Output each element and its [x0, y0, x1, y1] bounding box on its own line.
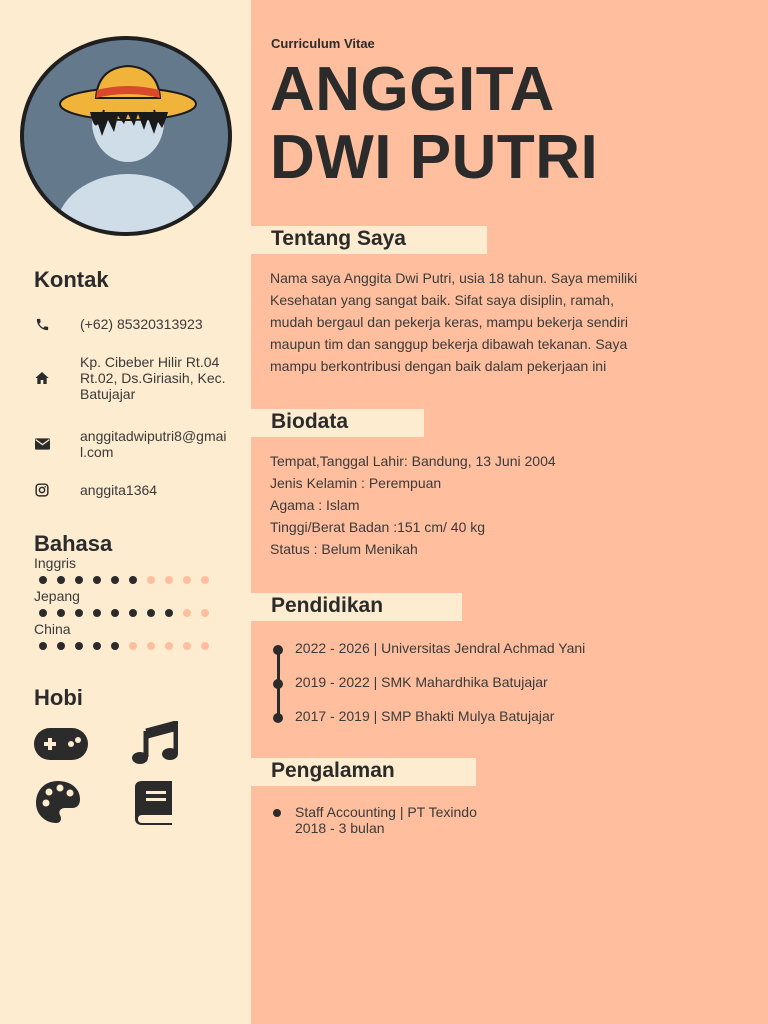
- about-text: [270, 267, 710, 377]
- experience-heading-band: [251, 758, 476, 786]
- level-dot-filled: [39, 576, 47, 584]
- level-dot-empty: [201, 609, 209, 617]
- contact-phone: [34, 316, 249, 332]
- biodata-religion: Agama : Islam: [270, 497, 360, 513]
- name-line-2: DWI PUTRI: [270, 123, 599, 192]
- level-dot-filled: [57, 642, 65, 650]
- book-icon: [126, 778, 182, 826]
- home-icon: [34, 370, 50, 386]
- name-line-1: ANGGITA: [270, 55, 555, 124]
- contact-address: [34, 354, 249, 402]
- about-heading-band: [251, 226, 487, 254]
- address-text: Kp. Cibeber Hilir Rt.04 Rt.02, Ds.Giriasih, Kec.Batujajar: [80, 354, 226, 402]
- language-title: Bahasa: [34, 531, 113, 556]
- level-dot-filled: [57, 609, 65, 617]
- level-dot-filled: [93, 576, 101, 584]
- language-name-china: China: [34, 621, 71, 637]
- phone-icon: [34, 316, 50, 332]
- level-dot-filled: [75, 642, 83, 650]
- instagram-icon: [34, 482, 50, 498]
- level-dot-filled: [147, 609, 155, 617]
- level-dot-filled: [111, 609, 119, 617]
- level-dot-empty: [129, 642, 137, 650]
- level-dot-empty: [183, 609, 191, 617]
- education-item: 2019 - 2022 | SMK Mahardhika Batujajar: [295, 674, 548, 690]
- timeline-bullet: [273, 713, 283, 723]
- education-title: Pendidikan: [271, 594, 384, 617]
- hobby-title: Hobi: [34, 685, 83, 710]
- contact-instagram: [34, 482, 249, 498]
- gamepad-icon: [33, 720, 89, 768]
- timeline-bullet: [273, 679, 283, 689]
- language-name-jepang: Jepang: [34, 588, 80, 604]
- level-dot-empty: [201, 576, 209, 584]
- level-dot-filled: [111, 576, 119, 584]
- education-item: 2017 - 2019 | SMP Bhakti Mulya Batujajar: [295, 708, 555, 724]
- experience-item: [295, 804, 477, 836]
- about-line: mudah bergaul dan pekerja keras, mampu bekerja sendiri: [270, 314, 628, 330]
- level-dot-filled: [75, 609, 83, 617]
- language-name-inggris: Inggris: [34, 555, 77, 571]
- education-item: 2022 - 2026 | Universitas Jendral Achmad Yani: [295, 640, 586, 656]
- level-dot-empty: [147, 576, 155, 584]
- level-dot-empty: [183, 642, 191, 650]
- level-dot-empty: [165, 642, 173, 650]
- about-line: mampu berkontribusi dengan baik dalam pekerjaan ini: [270, 358, 607, 374]
- level-dot-filled: [165, 609, 173, 617]
- level-dot-empty: [147, 642, 155, 650]
- biodata-status: Status : Belum Menikah: [270, 541, 418, 557]
- timeline-bullet: [273, 645, 283, 655]
- phone-text[interactable]: (+62) 85320313923: [80, 316, 203, 332]
- education-heading-band: [251, 593, 462, 621]
- level-dot-filled: [57, 576, 65, 584]
- biodata-gender: Jenis Kelamin : Perempuan: [270, 475, 442, 491]
- cv-label: Curriculum Vitae: [271, 36, 375, 51]
- biodata-height-weight: Tinggi/Berat Badan :151 cm/ 40 kg: [270, 519, 486, 535]
- biodata-birth: Tempat,Tanggal Lahir: Bandung, 13 Juni 2004: [270, 453, 556, 469]
- instagram-text[interactable]: anggita1364: [80, 482, 158, 498]
- level-dot-empty: [165, 576, 173, 584]
- experience-role: Staff Accounting | PT Texindo: [295, 804, 477, 820]
- mail-icon: [34, 436, 50, 452]
- about-line: Kesehatan yang sangat baik. Sifat saya disiplin, ramah,: [270, 292, 614, 308]
- about-line: maupun tim dan sanggup bekerja dibawah tekanan. Saya: [270, 336, 628, 352]
- experience-period: 2018 - 3 bulan: [295, 820, 385, 836]
- level-dot-empty: [201, 642, 209, 650]
- level-dot-filled: [129, 609, 137, 617]
- about-title: Tentang Saya: [271, 227, 406, 250]
- level-dot-filled: [93, 609, 101, 617]
- full-name: [270, 56, 598, 192]
- level-dot-filled: [39, 642, 47, 650]
- experience-bullet: [273, 809, 281, 817]
- level-dot-filled: [39, 609, 47, 617]
- biodata-title: Biodata: [271, 410, 349, 433]
- contact-title: Kontak: [34, 267, 109, 292]
- language-level-jepang: [34, 609, 214, 617]
- language-level-china: [34, 642, 214, 650]
- level-dot-empty: [183, 576, 191, 584]
- email-text[interactable]: anggitadwiputri8@gmail.com: [80, 428, 227, 460]
- contact-email: [34, 428, 249, 460]
- avatar: [20, 36, 232, 236]
- biodata-heading-band: [251, 409, 424, 437]
- language-level-inggris: [34, 576, 214, 584]
- palette-icon: [30, 778, 86, 826]
- level-dot-filled: [129, 576, 137, 584]
- profile-illustration: [24, 40, 232, 236]
- level-dot-filled: [93, 642, 101, 650]
- about-line: Nama saya Anggita Dwi Putri, usia 18 tahun. Saya memiliki: [270, 270, 638, 286]
- level-dot-filled: [111, 642, 119, 650]
- experience-title: Pengalaman: [271, 759, 395, 782]
- level-dot-filled: [75, 576, 83, 584]
- music-icon: [127, 719, 183, 767]
